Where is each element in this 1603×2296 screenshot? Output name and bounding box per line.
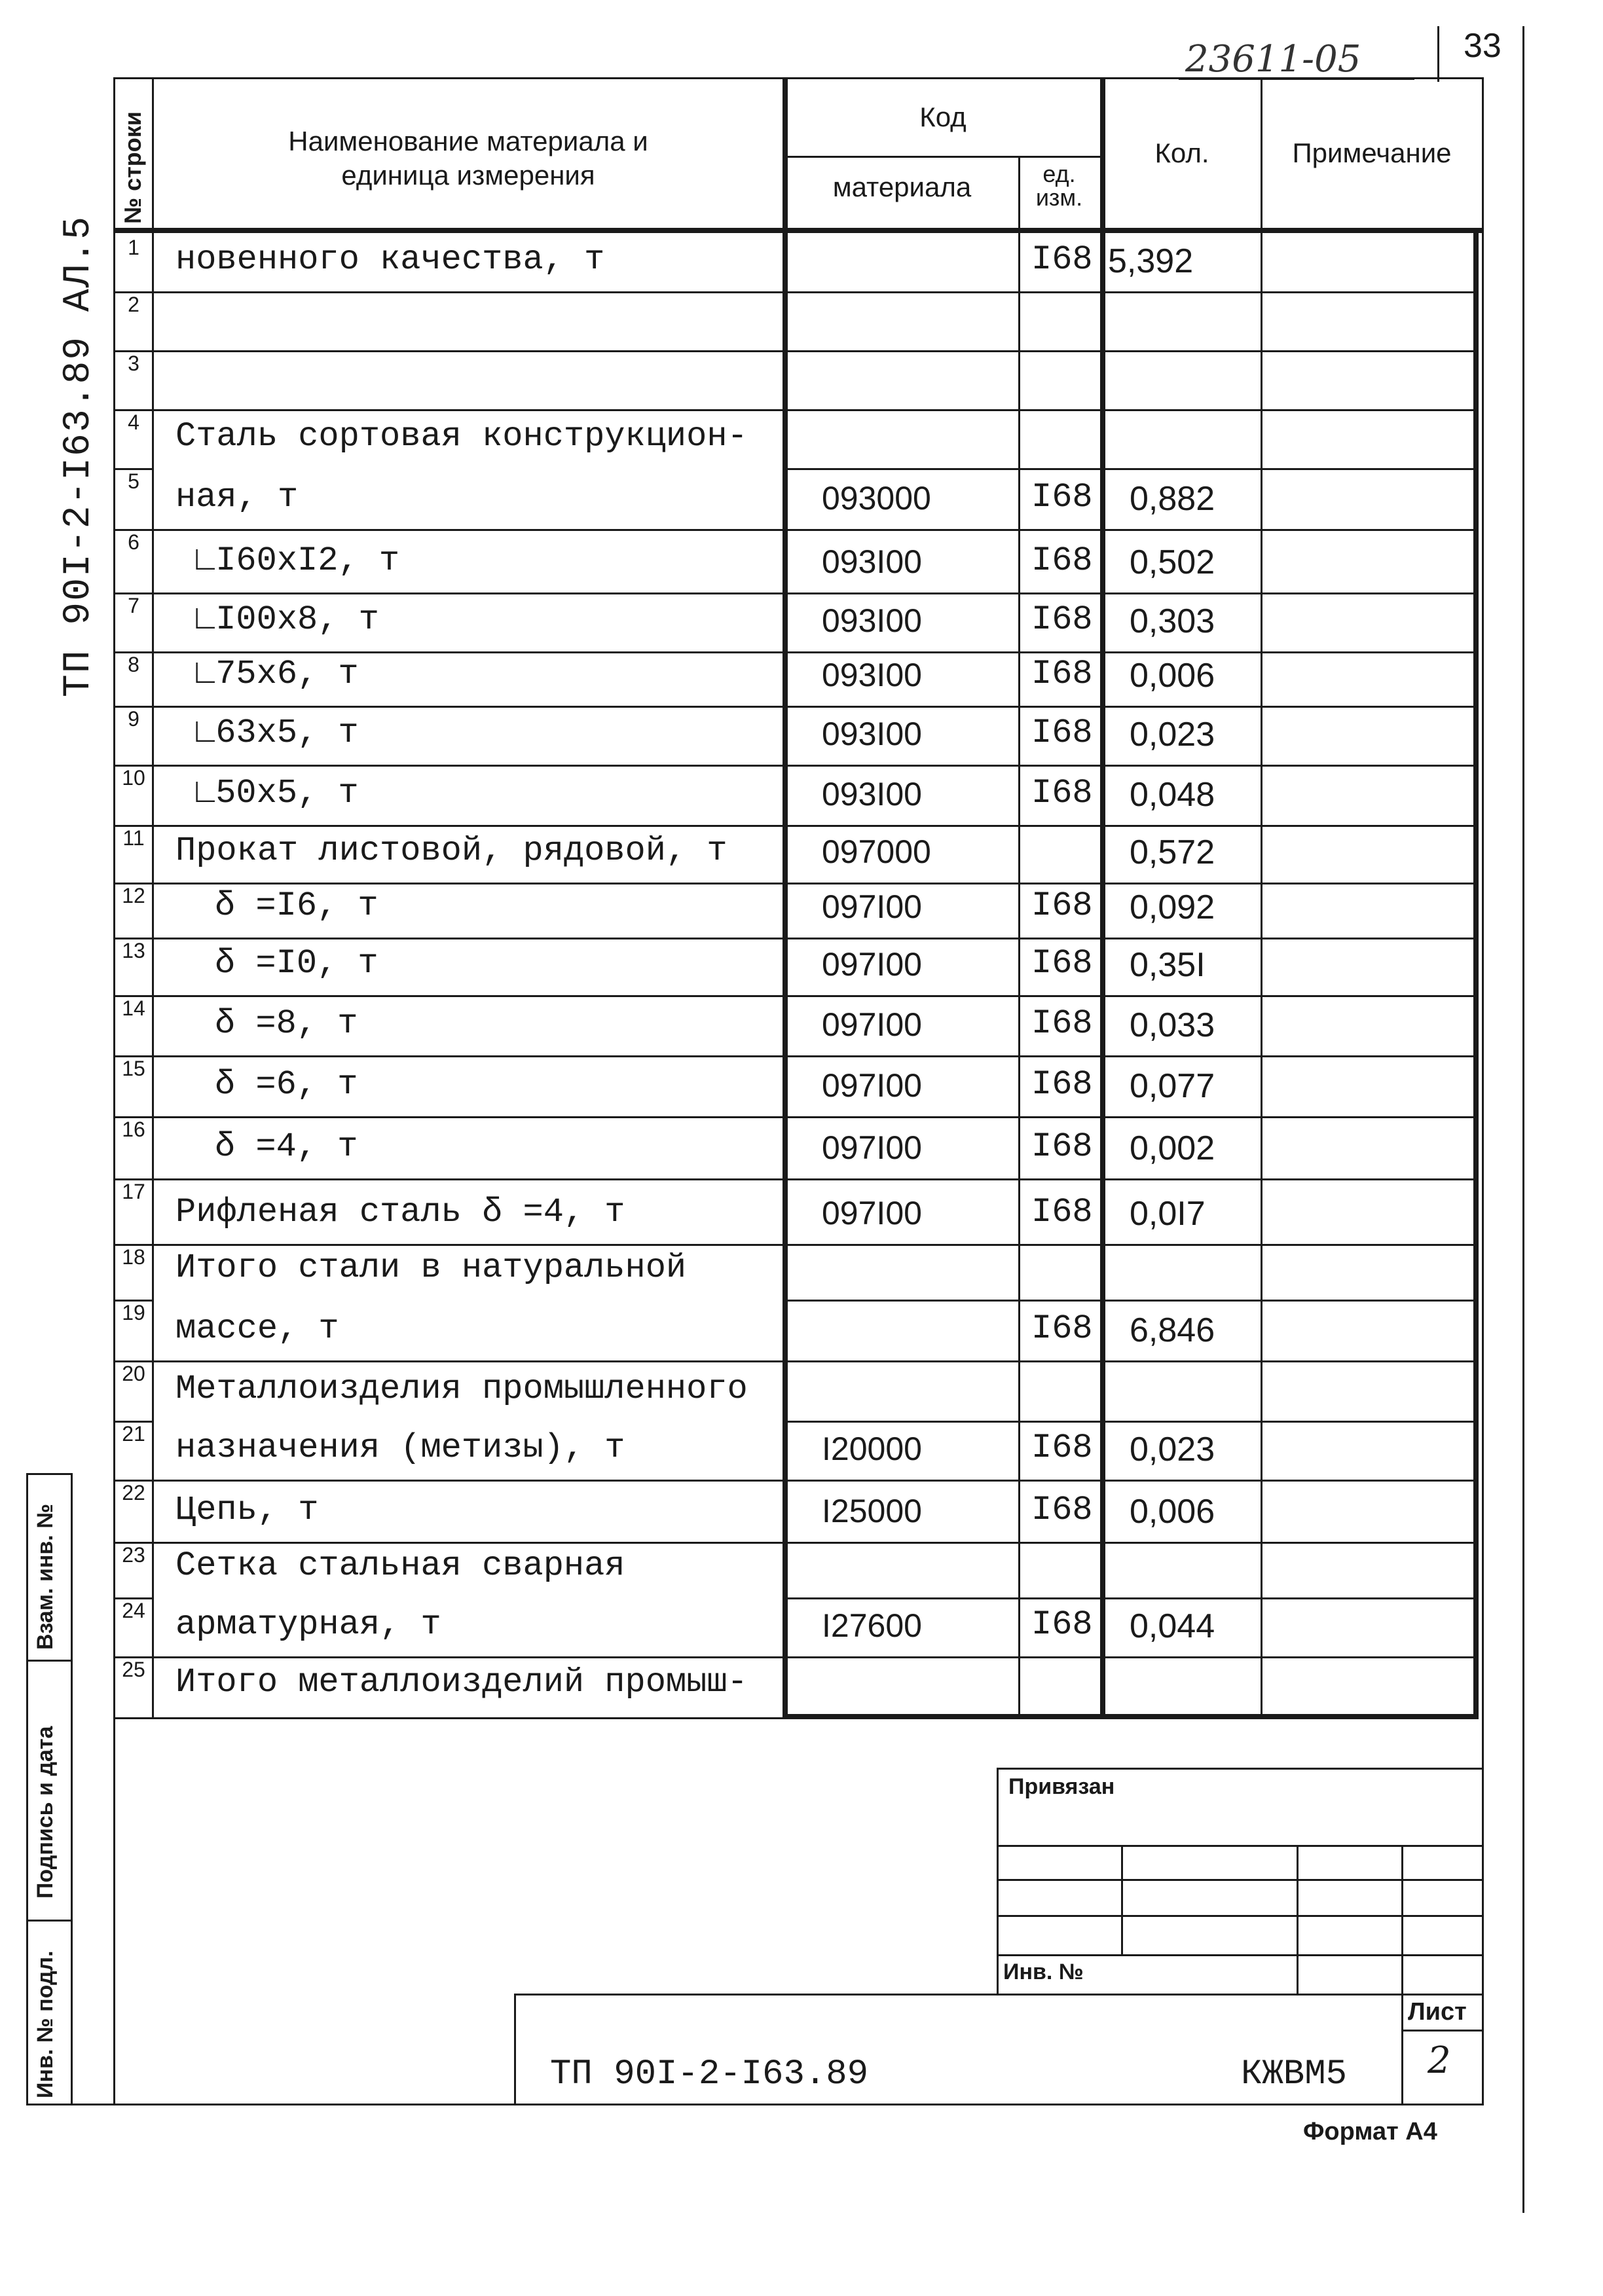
unit-code: I68	[1031, 478, 1093, 517]
side-stamp-vzam: Взам. инв. №	[33, 1503, 58, 1650]
row-number: 10	[122, 766, 145, 790]
col-unit-sep	[1100, 77, 1105, 1717]
col-code-sep	[1018, 156, 1020, 1717]
material-name: ∟50x5, т	[195, 774, 359, 812]
header-note: Примечание	[1292, 137, 1452, 168]
row-divider	[152, 1244, 1476, 1246]
row-divider-partial	[783, 1300, 1476, 1302]
quantity: 0,048	[1130, 776, 1215, 814]
side-document-code: ТП 90I-2-I63.89 АЛ.5	[58, 215, 100, 697]
side-stamp-inv-podl: Инв. № подл.	[33, 1950, 58, 2098]
binding-row3	[997, 1915, 1482, 1917]
row-number: 4	[128, 410, 139, 434]
header-qty: Кол.	[1154, 137, 1209, 168]
binding-top	[997, 1768, 1482, 1770]
inv-no-label: Инв. №	[1003, 1959, 1084, 1984]
quantity: 0,023	[1130, 1430, 1215, 1468]
row-number: 3	[128, 352, 139, 375]
material-name: Итого металлоизделий промыш-	[175, 1663, 748, 1702]
doc-code: ТП 90I-2-I63.89	[550, 2054, 869, 2094]
material-name: ∟75x6, т	[195, 655, 359, 693]
header-code: Код	[919, 101, 967, 132]
header-name	[157, 124, 779, 192]
header-bottom	[113, 228, 1482, 233]
main-stamp-top	[514, 1994, 1482, 1995]
archive-number: 23611-05	[1185, 38, 1361, 81]
row-number: 11	[122, 826, 145, 850]
table-right	[1482, 77, 1484, 2104]
header-material: материала	[832, 172, 972, 202]
material-name: Прокат листовой, рядовой, т	[175, 831, 728, 870]
sheet-label: Лист	[1408, 1998, 1467, 2026]
row-number: 23	[122, 1543, 145, 1567]
unit-code: I68	[1031, 1065, 1093, 1104]
unit-code: I68	[1031, 1004, 1093, 1043]
material-code: 093I00	[822, 657, 922, 693]
unit-code: I68	[1031, 714, 1093, 752]
quantity: 0,023	[1130, 716, 1215, 754]
col-note-right	[1473, 228, 1479, 1717]
quantity: 0,35I	[1130, 946, 1206, 984]
unit-code: I68	[1031, 944, 1093, 983]
row-number: 15	[122, 1057, 145, 1080]
material-name: арматурная, т	[175, 1605, 441, 1644]
binding-col1	[1121, 1845, 1123, 1954]
material-code: 097I00	[822, 946, 922, 983]
main-stamp-left	[514, 1994, 516, 2104]
row-divider	[152, 1656, 1476, 1658]
row-divider	[152, 1055, 1476, 1057]
side-stamp-left	[26, 1473, 28, 2104]
binding-col3	[1401, 1845, 1403, 2104]
material-code: 097I00	[822, 1195, 922, 1231]
row-number: 20	[122, 1362, 145, 1385]
row-divider-partial	[783, 1597, 1476, 1599]
binding-col2	[1297, 1845, 1299, 1994]
quantity: 0,092	[1130, 888, 1215, 926]
unit-code: I68	[1031, 886, 1093, 925]
material-code: 097I00	[822, 888, 922, 925]
material-code: 097I00	[822, 1067, 922, 1104]
row-divider	[152, 938, 1476, 939]
binding-row2	[997, 1879, 1482, 1881]
quantity: 6,846	[1130, 1311, 1215, 1349]
quantity: 0,572	[1130, 833, 1215, 871]
material-code: 093I00	[822, 776, 922, 812]
doc-mark: КЖВМ5	[1241, 2054, 1348, 2094]
material-name: δ =4, т	[215, 1127, 358, 1166]
unit-code: I68	[1031, 1309, 1093, 1348]
row-divider-partial	[783, 468, 1476, 470]
binding-row4	[997, 1954, 1482, 1956]
side-stamp-div2	[26, 1920, 71, 1922]
material-name: новенного качества, т	[175, 240, 605, 279]
row-number: 16	[122, 1118, 145, 1141]
material-name: ∟63x5, т	[195, 714, 359, 752]
quantity: 0,0I7	[1130, 1195, 1206, 1233]
row-number: 2	[128, 293, 139, 316]
row-divider	[152, 1178, 1476, 1180]
unit-code: I68	[1031, 1429, 1093, 1467]
page-num-divider	[1437, 26, 1439, 82]
row-number: 17	[122, 1180, 145, 1203]
sheet-label-bottom	[1401, 2030, 1482, 2032]
col-rownum-sep	[152, 77, 154, 1717]
row-number: 13	[122, 939, 145, 962]
row-number: 22	[122, 1481, 145, 1504]
side-stamp-top	[26, 1473, 71, 1475]
quantity: 0,002	[1130, 1129, 1215, 1167]
material-name: Цепь, т	[175, 1491, 319, 1529]
material-code: 097I00	[822, 1129, 922, 1166]
material-name: Рифленая сталь δ =4, т	[175, 1193, 625, 1231]
row-number: 1	[128, 236, 139, 259]
quantity: 0,033	[1130, 1006, 1215, 1044]
row-number: 21	[122, 1422, 145, 1446]
row-divider	[152, 409, 1476, 411]
side-stamp-mid	[71, 1473, 73, 2104]
row-number: 8	[128, 653, 139, 676]
quantity: 5,392	[1108, 242, 1194, 280]
unit-code: I68	[1031, 655, 1093, 693]
unit-code: I68	[1031, 1193, 1093, 1231]
row-divider	[152, 1116, 1476, 1118]
row-number: 24	[122, 1599, 145, 1622]
row-divider	[152, 291, 1476, 293]
table-top	[113, 77, 1482, 79]
right-margin-line	[1522, 26, 1524, 2213]
material-name: δ =8, т	[215, 1004, 358, 1043]
material-name: массе, т	[175, 1309, 339, 1348]
quantity: 0,077	[1130, 1067, 1215, 1105]
material-code: 097I00	[822, 1006, 922, 1043]
material-name: Сталь сортовая конструкцион-	[175, 417, 748, 456]
material-name: δ =I0, т	[215, 944, 378, 983]
row-number: 25	[122, 1658, 145, 1681]
material-name: δ =6, т	[215, 1065, 358, 1104]
material-code: I27600	[822, 1607, 922, 1644]
material-code: 093I00	[822, 716, 922, 752]
material-name: ∟I60xI2, т	[195, 541, 400, 580]
material-name: Металлоизделия промышленного	[175, 1370, 748, 1408]
material-name: Сетка стальная сварная	[175, 1546, 625, 1585]
quantity: 0,044	[1130, 1607, 1215, 1645]
row-divider	[152, 350, 1476, 352]
quantity: 0,502	[1130, 543, 1215, 581]
row-divider	[152, 825, 1476, 827]
row-divider	[152, 1360, 1476, 1362]
material-code: 093000	[822, 480, 931, 517]
row-divider	[152, 1542, 1476, 1544]
row-divider	[152, 765, 1476, 767]
row-number: 18	[122, 1245, 145, 1269]
row-divider	[152, 592, 1476, 594]
sheet-value: 2	[1428, 2039, 1451, 2082]
frame-bottom	[26, 2104, 1484, 2105]
col-name-sep	[783, 77, 788, 1717]
side-stamp-div1	[26, 1660, 71, 1662]
unit-code: I68	[1031, 1491, 1093, 1529]
unit-code: I68	[1031, 1605, 1093, 1644]
material-code: 093I00	[822, 602, 922, 639]
unit-code: I68	[1031, 240, 1093, 279]
binding-label: Привязан	[1008, 1774, 1115, 1799]
header-unit: ед. изм.	[1035, 160, 1083, 211]
row-divider	[152, 883, 1476, 884]
row-number: 12	[122, 884, 145, 907]
material-code: I20000	[822, 1430, 922, 1467]
material-name: Итого стали в натуральной	[175, 1248, 687, 1287]
side-stamp-signature: Подпись и дата	[33, 1726, 58, 1899]
material-name: ная, т	[175, 478, 299, 517]
unit-code: I68	[1031, 541, 1093, 580]
quantity: 0,006	[1130, 1493, 1215, 1531]
format-label: Формат А4	[1303, 2118, 1437, 2145]
header-code-split	[783, 156, 1100, 158]
row-number: 19	[122, 1301, 145, 1324]
row-divider	[152, 995, 1476, 997]
unit-code: I68	[1031, 600, 1093, 639]
table-body-bottom-left	[113, 1717, 783, 1719]
unit-code: I68	[1031, 1127, 1093, 1166]
table-body-bottom	[783, 1714, 1479, 1719]
header-row-no: № строки	[119, 111, 146, 224]
material-name: назначения (метизы), т	[175, 1429, 625, 1467]
row-number: 9	[128, 707, 139, 731]
material-name: δ =I6, т	[215, 886, 378, 925]
row-divider	[152, 651, 1476, 653]
unit-code: I68	[1031, 774, 1093, 812]
row-divider	[152, 1480, 1476, 1482]
page-number: 33	[1464, 27, 1502, 65]
row-divider	[152, 529, 1476, 531]
quantity: 0,303	[1130, 602, 1215, 640]
col-qty-sep	[1261, 77, 1262, 1717]
material-name: ∟I00x8, т	[195, 600, 379, 639]
row-divider	[152, 706, 1476, 708]
quantity: 0,882	[1130, 480, 1215, 518]
material-code: 093I00	[822, 543, 922, 580]
table-left	[113, 77, 115, 2104]
material-code: I25000	[822, 1493, 922, 1529]
binding-row1	[997, 1845, 1482, 1847]
row-number: 5	[128, 469, 139, 493]
material-code: 097000	[822, 833, 931, 870]
row-number: 7	[128, 594, 139, 617]
row-number: 14	[122, 996, 145, 1020]
quantity: 0,006	[1130, 657, 1215, 695]
row-divider-partial	[783, 1421, 1476, 1423]
row-number: 6	[128, 530, 139, 554]
header-name-text: Наименование материала и единица измерения	[288, 126, 648, 191]
